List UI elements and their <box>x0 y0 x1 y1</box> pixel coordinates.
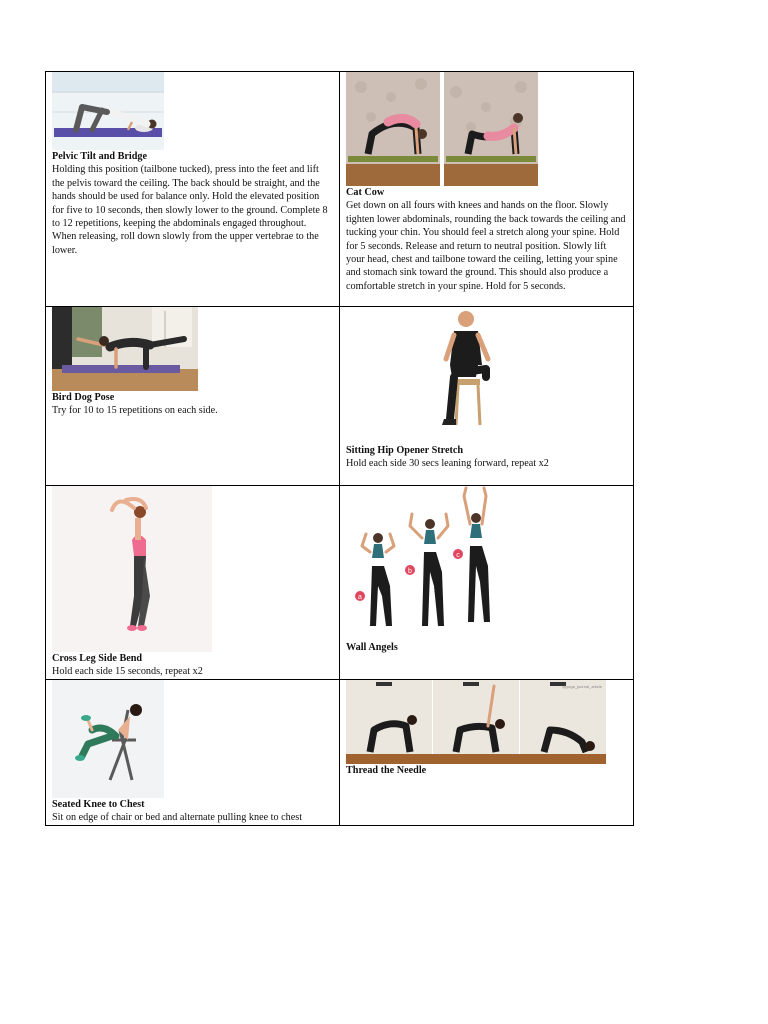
knee-to-chest-image <box>52 680 164 798</box>
exercise-cell-thread-the-needle <box>340 679 634 825</box>
exercise-description: Hold each side 15 seconds, repeat x2 <box>52 666 203 678</box>
thread-the-needle-image <box>346 680 606 764</box>
exercise-title: Cross Leg Side Bend <box>52 653 143 664</box>
exercise-cell-cross-leg-side-bend <box>46 486 340 680</box>
exercise-cell-seated-knee-to-chest <box>46 679 340 825</box>
exercise-title: Bird Dog Pose <box>52 392 115 403</box>
bird-dog-image <box>52 307 198 391</box>
step-b-label: b <box>408 568 412 575</box>
step-a-label: a <box>358 594 362 601</box>
exercise-cell-wall-angels <box>340 486 634 680</box>
exercise-description: Get down on all fours with knees and hands on the floor. Slowly tighten lower abdominals, rounding the back towards the ceiling and tucking your chin. You should feel a stretch along your spine. Hold for 5 seconds. Release and return to neutral position. Slowly lift your head, chest and tailbone toward the ceiling, letting your spine and stomach sink toward the ground. This should also produce a comfortable stretch in your spine. Hold for 5 seconds. <box>346 200 626 292</box>
exercise-title: Sitting Hip Opener Stretch <box>346 445 464 456</box>
side-bend-image <box>52 486 212 652</box>
exercise-cell-sitting-hip-opener <box>340 307 634 486</box>
exercise-cell-pelvic-tilt <box>46 72 340 307</box>
exercise-description: Holding this position (tailbone tucked), press into the feet and lift the pelvis toward the ceiling. The back should be straight, and the hands should be used for balance only. Hold the elevated position for five to 10 seconds, then slowly lower to the ground. Complete 8 to 12 repetitions, keeping the abdominals engaged throughout. When releasing, roll down slowly from the upper vertebrae to the lower. <box>52 164 328 256</box>
exercise-title: Seated Knee to Chest <box>52 798 145 810</box>
exercise-title: Pelvic Tilt and Bridge <box>52 151 147 162</box>
exercise-cell-bird-dog <box>46 307 340 486</box>
exercise-title: Cat Cow <box>346 187 385 198</box>
exercise-description: Hold each side 30 secs leaning forward, repeat x2 <box>346 458 549 470</box>
cat-cow-image <box>346 72 538 186</box>
bridge-pose-image <box>52 72 164 150</box>
wall-angels-image <box>346 486 502 641</box>
exercise-description: Try for 10 to 15 repetitions on each side. <box>52 405 218 417</box>
exercise-title: Thread the Needle <box>346 764 427 776</box>
exercise-description: Sit on edge of chair or bed and alternate pulling knee to chest <box>52 812 303 824</box>
exercise-table <box>45 71 634 826</box>
exercise-cell-cat-cow <box>340 72 634 307</box>
exercise-title: Wall Angels <box>346 642 398 653</box>
image-watermark: @yoga_journal_article <box>562 683 602 689</box>
hip-opener-image <box>346 307 584 444</box>
step-c-label: c <box>456 552 460 559</box>
